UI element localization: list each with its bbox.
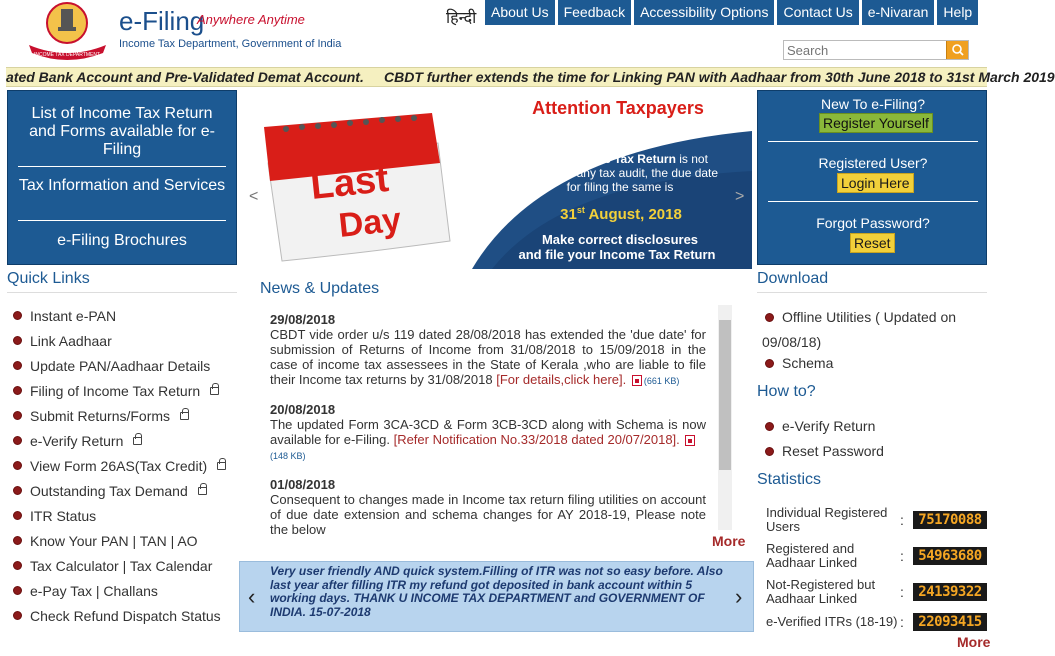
lock-icon [210, 387, 219, 395]
quick-links-list [13, 303, 238, 628]
stat-colon: : [900, 512, 904, 528]
banner-footer-line1: Make correct disclosures [541, 232, 699, 247]
brand-subtitle: Income Tax Department, Government of India [119, 38, 342, 50]
quick-link-label: Know Your PAN | TAN | AO [30, 532, 198, 549]
banner-body-line1: If your Income Tax Return is not [532, 152, 708, 166]
statistics-title: Statistics [757, 471, 822, 488]
news-date: 20/08/2018 [270, 402, 336, 417]
how-to-title: How to? [757, 383, 816, 400]
emblem-logo[interactable] [25, 1, 110, 59]
link-efiling-brochures[interactable]: e-Filing Brochures [57, 232, 187, 249]
bullet-icon [13, 611, 22, 620]
divider [757, 292, 987, 293]
bullet-icon [13, 586, 22, 595]
quick-link-item[interactable] [13, 578, 238, 603]
quick-link-label: Check Refund Dispatch Status [30, 607, 221, 624]
stat-label: e-Verified ITRs (18-19) [766, 614, 898, 629]
quick-link-item[interactable] [13, 603, 238, 628]
stat-value: 54963680 [913, 547, 987, 565]
search-input[interactable] [784, 41, 944, 59]
statistics-more-link[interactable]: More [957, 634, 991, 650]
nav-feedback[interactable]: Feedback [558, 0, 631, 25]
banner-body-line2: subject to any tax audit, the due date [521, 166, 719, 180]
quick-link-item[interactable] [13, 553, 238, 578]
nav-help[interactable]: Help [937, 0, 978, 25]
bullet-icon [13, 486, 22, 495]
testimonial-prev-icon[interactable]: ‹ [248, 584, 256, 609]
quick-link-item[interactable] [13, 328, 238, 353]
bullet-icon [765, 447, 774, 456]
quick-link-label: ITR Status [30, 507, 97, 524]
link-itr-forms-list[interactable]: List of Income Tax Return and Forms available for e-Filing [29, 105, 215, 158]
bullet-icon [13, 536, 22, 545]
brand-tagline: Anywhere Anytime [197, 12, 305, 27]
howto-reset-password-link[interactable]: Reset Password [765, 443, 884, 459]
news-more-link[interactable]: More [712, 533, 746, 549]
schema-link[interactable]: Schema [765, 355, 833, 371]
divider [7, 292, 237, 293]
forgot-password-question: Forgot Password? [816, 215, 930, 231]
divider [18, 220, 226, 221]
stat-colon: : [900, 548, 904, 564]
testimonial-next-icon[interactable]: › [735, 584, 743, 609]
quick-link-label: Submit Returns/Forms [30, 407, 171, 424]
quick-link-item[interactable] [13, 353, 238, 378]
statistics-box [757, 496, 989, 632]
quick-link-label: Instant e-PAN [30, 307, 117, 324]
ticker-item[interactable]: ated Bank Account and Pre-Validated Demat Account. [6, 69, 364, 85]
brand-title[interactable]: e-Filing [119, 6, 205, 36]
news-list[interactable] [260, 302, 732, 537]
news-item [270, 477, 706, 537]
divider [768, 141, 978, 142]
left-info-panel [7, 90, 237, 265]
stat-label: Registered and Aadhaar Linked [766, 541, 858, 570]
quick-link-item[interactable] [13, 428, 238, 453]
howto-e-verify-link[interactable]: e-Verify Return [765, 418, 875, 434]
banner-body-line3: for filing the same is [566, 180, 674, 194]
bullet-icon [13, 436, 22, 445]
quick-links-title: Quick Links [7, 270, 90, 287]
news-date: 01/08/2018 [270, 477, 336, 492]
top-navigation [485, 0, 978, 25]
banner-footer-line2: and file your Income Tax Return [518, 247, 716, 262]
quick-link-label: Tax Calculator | Tax Calendar [30, 557, 213, 574]
nav-about-us[interactable]: About Us [485, 0, 555, 25]
nav-contact-us[interactable]: Contact Us [777, 0, 858, 25]
quick-link-item[interactable] [13, 378, 238, 403]
quick-link-item[interactable] [13, 453, 238, 478]
quick-link-label: e-Pay Tax | Challans [30, 582, 158, 599]
bullet-icon [13, 311, 22, 320]
nav-accessibility-options[interactable]: Accessibility Options [634, 0, 774, 25]
bullet-icon [765, 359, 774, 368]
news-link[interactable]: [Refer Notification No.33/2018 dated 20/07/2018]. [393, 432, 680, 447]
pdf-icon[interactable] [632, 375, 642, 386]
calendar-day-text: Day [336, 200, 403, 245]
news-ticker[interactable] [6, 67, 1055, 87]
news-item [270, 312, 706, 389]
stat-label: Individual Registered Users [766, 505, 888, 534]
banner-due-date: 31st August, 2018 [560, 205, 682, 223]
quick-link-item[interactable] [13, 478, 238, 503]
divider [18, 166, 226, 167]
lock-icon [133, 437, 142, 445]
register-yourself-button[interactable]: Register Yourself [819, 113, 933, 133]
banner-heading: Attention Taxpayers [532, 98, 704, 118]
quick-link-item[interactable] [13, 503, 238, 528]
bullet-icon [13, 361, 22, 370]
bullet-icon [13, 511, 22, 520]
bullet-icon [13, 411, 22, 420]
stat-label: Not-Registered but Aadhaar Linked [766, 577, 876, 606]
search-icon [947, 41, 969, 59]
news-link[interactable]: [For details,click here]. [496, 372, 627, 387]
quick-link-label: Outstanding Tax Demand [30, 482, 188, 499]
login-panel [757, 90, 987, 265]
news-text: CBDT vide order u/s 119 dated 28/08/2018 has extended the 'due date' for submission of Returns of Income from 31/08/2018 to 15/09/2018 in the case of income tax assessees in the State of Kerala ,who are liable to file their Income tax returns by 31/08/2018 [270, 327, 706, 387]
calendar-last-text: Last [308, 158, 391, 208]
quick-link-label: Update PAN/Aadhaar Details [30, 357, 211, 374]
news-item [270, 402, 706, 464]
offline-utilities-link[interactable]: Offline Utilities ( Updated on 09/08/18) [762, 309, 957, 350]
banner-carousel[interactable] [242, 91, 752, 269]
quick-link-label: View Form 26AS(Tax Credit) [30, 457, 208, 474]
testimonial-carousel [239, 561, 754, 632]
reset-password-button[interactable]: Reset [850, 233, 895, 253]
bullet-icon [13, 386, 22, 395]
divider [768, 201, 978, 202]
banner-graphic [242, 91, 752, 269]
bullet-icon [765, 313, 774, 322]
quick-link-label: e-Verify Return [30, 432, 124, 449]
news-text: The updated Form 3CA-3CD & Form 3CB-3CD along with Schema is now available for e-Filing. [270, 417, 706, 447]
news-date: 29/08/2018 [270, 312, 336, 327]
lock-icon [180, 412, 189, 420]
emblem-text: INCOME TAX DEPARTMENT [33, 52, 101, 58]
bullet-icon [13, 336, 22, 345]
ticker-item[interactable]: CBDT further extends the time for Linking PAN with Aadhaar from 30th June 2018 to 31st March 2019 [384, 69, 1055, 85]
stat-value: 24139322 [913, 583, 987, 601]
registered-user-question: Registered User? [818, 155, 928, 171]
bullet-icon [765, 422, 774, 431]
news-updates-title: News & Updates [260, 280, 380, 297]
banner-prev-arrow: < [249, 188, 259, 205]
stat-value: 22093415 [913, 613, 987, 631]
file-size: (148 KB) [270, 451, 306, 461]
bullet-icon [13, 461, 22, 470]
bullet-icon [13, 561, 22, 570]
search-box [783, 40, 969, 60]
download-title: Download [757, 270, 829, 287]
lock-icon [198, 487, 207, 495]
quick-link-item[interactable] [13, 528, 238, 553]
search-button[interactable] [946, 41, 968, 59]
file-size: (661 KB) [643, 376, 680, 386]
testimonial-text: Very user friendly AND quick system.Filling of ITR was not so easy before. Also last year after filling ITR my refund got deposited in bank account within 5 working days. THANK U INCOME TAX DEPARTMENT and GOVERNMENT OF INDIA. 15-07-2018 [270, 564, 723, 619]
news-text: Consequent to changes made in Income tax return filing utilities on account of due date extension and schema changes for AY 2018-19, Please note the below [270, 492, 706, 537]
quick-link-item[interactable] [13, 403, 238, 428]
new-user-question: New To e-Filing? [820, 96, 925, 112]
hindi-language-link[interactable]: हिन्दी [446, 10, 477, 27]
banner-next-arrow: > [735, 188, 745, 205]
stat-colon: : [900, 614, 904, 630]
stat-value: 75170088 [913, 511, 987, 529]
link-tax-information[interactable]: Tax Information and Services [18, 177, 226, 194]
login-here-button[interactable]: Login Here [837, 173, 914, 193]
quick-link-label: Filing of Income Tax Return [30, 382, 201, 399]
nav-e-nivaran[interactable]: e-Nivaran [862, 0, 935, 25]
pdf-icon[interactable] [685, 435, 695, 446]
stat-colon: : [900, 584, 904, 600]
quick-link-item[interactable] [13, 303, 238, 328]
header [0, 0, 993, 66]
quick-link-label: Link Aadhaar [30, 332, 112, 349]
lock-icon [217, 462, 226, 470]
news-scrollbar-thumb[interactable] [719, 320, 731, 470]
